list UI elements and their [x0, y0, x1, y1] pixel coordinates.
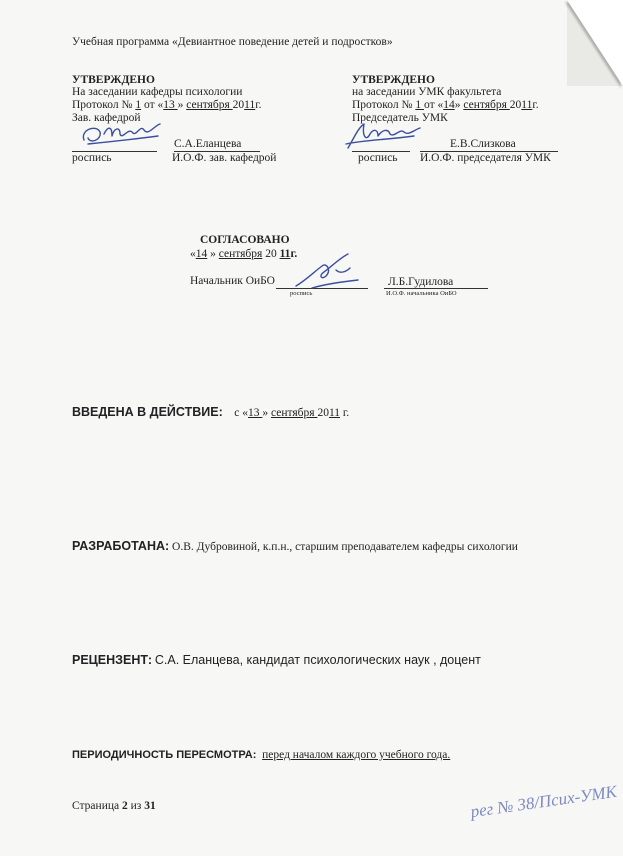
document-header: Учебная программа «Девиантное поведение детей и подростков»: [72, 36, 393, 48]
right-approved-title: УТВЕРЖДЕНО: [352, 74, 435, 86]
agreed-role: Начальник ОиБО: [190, 275, 275, 287]
agreed-name: Л.Б.Гудилова: [388, 276, 454, 288]
left-approved-title: УТВЕРЖДЕНО: [72, 74, 155, 86]
right-name: Е.В.Слизкова: [450, 138, 516, 150]
left-line1: На заседании кафедры психологии: [72, 86, 243, 98]
right-protocol-line: Протокол № 1 от «14» сентября 2011г.: [352, 99, 539, 111]
agreed-title: СОГЛАСОВАНО: [200, 234, 290, 246]
left-line3: Зав. кафедрой: [72, 112, 141, 124]
left-sign-label: роспись: [72, 152, 112, 164]
agreed-signature: [292, 250, 372, 294]
left-name: С.А.Еланцева: [174, 138, 242, 150]
agreed-name-label: И.О.Ф. начальника ОиБО: [386, 290, 457, 297]
right-signature: [344, 118, 424, 152]
left-signature: [78, 118, 168, 150]
page-counter: Страница 2 из 31: [72, 800, 156, 812]
left-protocol-line: Протокол № 1 от «13 » сентября 2011г.: [72, 99, 262, 111]
developed-line: РАЗРАБОТАНА: О.В. Дубровиной, к.п.н., старшим преподавателем кафедры сихологии: [72, 539, 518, 553]
agreed-sign-label: роспись: [290, 290, 313, 297]
left-name-label: И.О.Ф. зав. кафедрой: [172, 152, 277, 164]
right-line3: Председатель УМК: [352, 112, 448, 124]
agreed-name-line: [384, 288, 488, 289]
agreed-date: «14 » сентября 20 11г.: [190, 248, 298, 260]
folded-corner-flap: [567, 0, 623, 86]
reviewer-line: РЕЦЕНЗЕНТ: С.А. Еланцева, кандидат психологических наук , доцент: [72, 653, 481, 667]
right-name-label: И.О.Ф. председателя УМК: [420, 152, 551, 164]
effective-line: ВВЕДЕНА В ДЕЙСТВИЕ: с «13 » сентября 2011 г.: [72, 405, 350, 419]
right-sign-label: роспись: [358, 152, 398, 164]
handwritten-registration-note: рег № 38/Псих-УМК: [469, 781, 618, 822]
periodicity-line: ПЕРИОДИЧНОСТЬ ПЕРЕСМОТРА: перед началом каждого учебного года.: [72, 749, 451, 761]
right-line1: на заседании УМК факультета: [352, 86, 502, 98]
